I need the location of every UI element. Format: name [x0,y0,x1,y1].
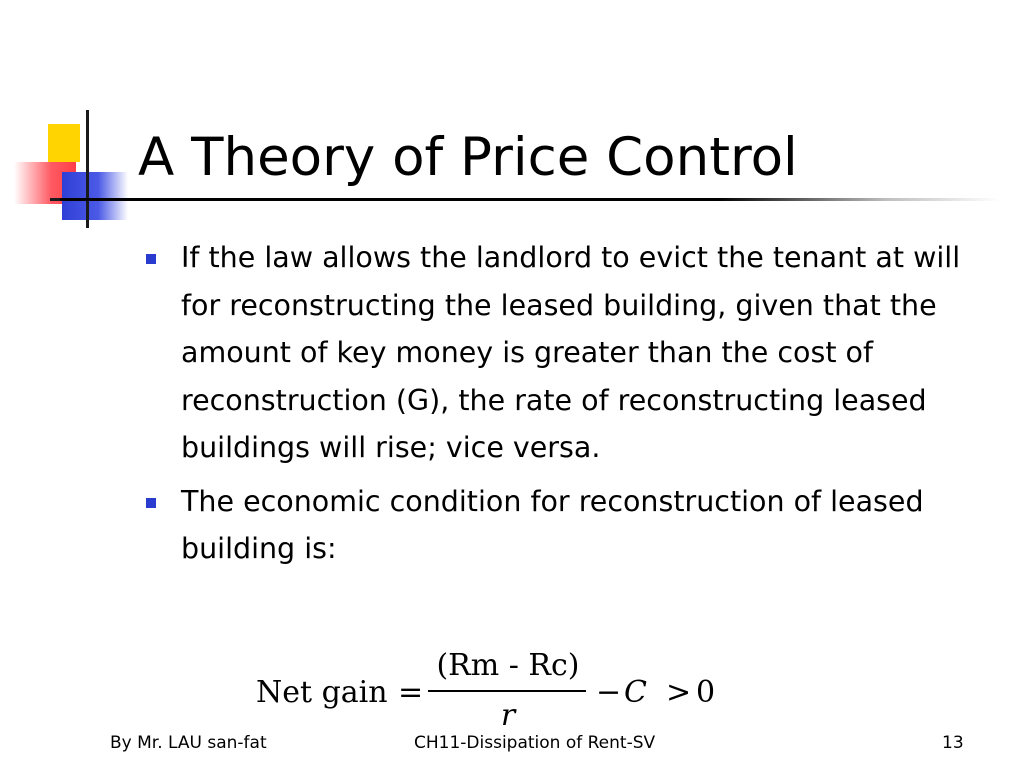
footer-page-number: 13 [942,733,964,753]
equation-denominator: r [500,698,516,733]
title-underline [60,198,1000,201]
logo-vertical-line [86,110,89,228]
equation-numerator: (Rm - Rc) [436,648,580,683]
bullet-item [146,234,1006,472]
bullet-text: If the law allows the landlord to evict the tenant at will for reconstructing the leased building, given that the amount of key money is greater than the cost of reconstruction (G), the rate of reconstructing leased buildings will rise; vice versa. [181,241,961,464]
equation-cost-term: C [624,675,647,710]
footer-chapter: CH11-Dissipation of Rent-SV [414,733,656,753]
bullet-text: The economic condition for reconstruction of leased building is: [181,484,924,565]
logo-blue-square [62,172,128,220]
equation-minus-sign: − [596,675,622,710]
decorative-logo [0,100,140,240]
equation-greater-than-sign: > [666,675,692,710]
equation-fraction-bar [428,690,586,692]
slide-title: A Theory of Price Control [138,127,798,188]
bullet-list [146,234,1006,579]
equation-lhs: Net gain [256,675,388,710]
bullet-item [146,478,1006,573]
footer-author: By Mr. LAU san-fat [110,733,267,753]
equation-equals-sign: = [398,675,424,710]
logo-yellow-square [48,124,80,162]
equation-rhs: 0 [696,675,716,710]
bullet-square-icon [146,498,156,508]
bullet-square-icon [146,254,156,264]
